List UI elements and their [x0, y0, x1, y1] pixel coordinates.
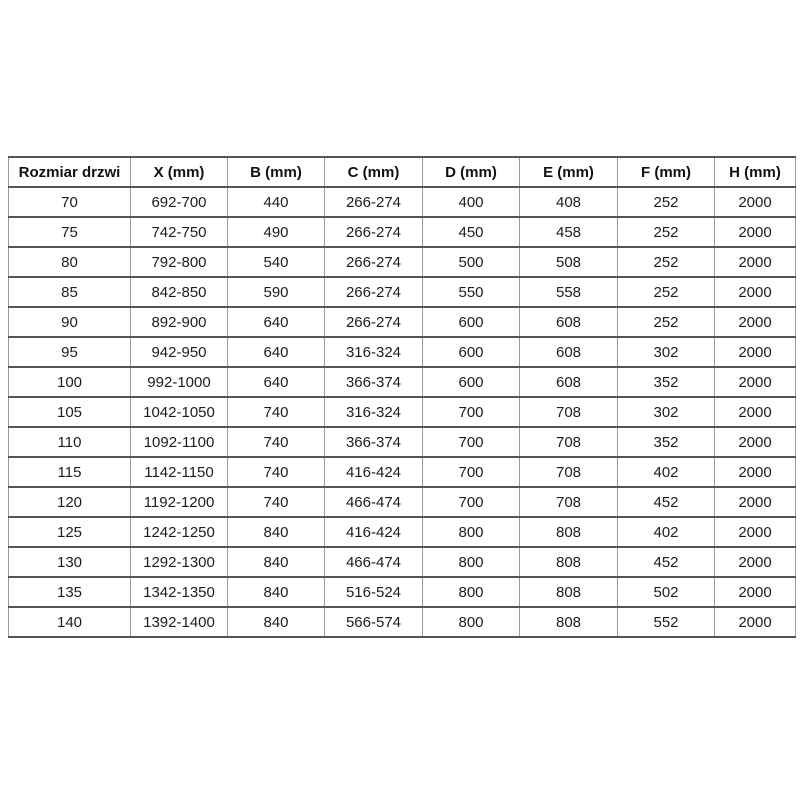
cell: 708: [520, 487, 618, 517]
cell: 1392-1400: [131, 607, 228, 637]
cell: 2000: [715, 427, 796, 457]
cell: 800: [423, 577, 520, 607]
cell: 800: [423, 607, 520, 637]
cell: 2000: [715, 187, 796, 217]
cell: 252: [618, 217, 715, 247]
column-header-6: F (mm): [618, 157, 715, 187]
cell: 85: [9, 277, 131, 307]
cell: 490: [228, 217, 325, 247]
cell: 840: [228, 517, 325, 547]
column-header-7: H (mm): [715, 157, 796, 187]
cell: 266-274: [325, 217, 423, 247]
cell: 600: [423, 307, 520, 337]
cell: 416-424: [325, 457, 423, 487]
cell: 458: [520, 217, 618, 247]
table-row: [9, 487, 796, 517]
cell: 600: [423, 337, 520, 367]
cell: 316-324: [325, 337, 423, 367]
column-header-5: E (mm): [520, 157, 618, 187]
table-row: [9, 307, 796, 337]
cell: 252: [618, 187, 715, 217]
cell: 942-950: [131, 337, 228, 367]
cell: 416-424: [325, 517, 423, 547]
cell: 2000: [715, 307, 796, 337]
cell: 640: [228, 337, 325, 367]
cell: 75: [9, 217, 131, 247]
cell: 550: [423, 277, 520, 307]
door-size-table: [8, 156, 796, 638]
cell: 608: [520, 367, 618, 397]
table-row: [9, 277, 796, 307]
cell: 408: [520, 187, 618, 217]
column-header-2: B (mm): [228, 157, 325, 187]
cell: 302: [618, 397, 715, 427]
cell: 500: [423, 247, 520, 277]
cell: 740: [228, 397, 325, 427]
cell: 502: [618, 577, 715, 607]
cell: 252: [618, 307, 715, 337]
cell: 266-274: [325, 187, 423, 217]
table-row: [9, 457, 796, 487]
cell: 608: [520, 337, 618, 367]
table-row: [9, 247, 796, 277]
cell: 708: [520, 457, 618, 487]
cell: 135: [9, 577, 131, 607]
cell: 1242-1250: [131, 517, 228, 547]
table-row: [9, 367, 796, 397]
cell: 252: [618, 247, 715, 277]
cell: 100: [9, 367, 131, 397]
cell: 800: [423, 517, 520, 547]
table-row: [9, 547, 796, 577]
cell: 808: [520, 547, 618, 577]
cell: 140: [9, 607, 131, 637]
cell: 466-474: [325, 487, 423, 517]
cell: 2000: [715, 337, 796, 367]
cell: 266-274: [325, 247, 423, 277]
cell: 558: [520, 277, 618, 307]
cell: 600: [423, 367, 520, 397]
cell: 2000: [715, 217, 796, 247]
cell: 700: [423, 397, 520, 427]
cell: 640: [228, 367, 325, 397]
cell: 466-474: [325, 547, 423, 577]
cell: 125: [9, 517, 131, 547]
table-row: [9, 397, 796, 427]
table-row: [9, 577, 796, 607]
cell: 692-700: [131, 187, 228, 217]
cell: 708: [520, 397, 618, 427]
cell: 1092-1100: [131, 427, 228, 457]
cell: 90: [9, 307, 131, 337]
cell: 808: [520, 577, 618, 607]
cell: 700: [423, 457, 520, 487]
column-header-4: D (mm): [423, 157, 520, 187]
table-row: [9, 217, 796, 247]
cell: 840: [228, 607, 325, 637]
cell: 2000: [715, 457, 796, 487]
table-body: [9, 187, 796, 637]
column-header-0: Rozmiar drzwi: [9, 157, 131, 187]
cell: 120: [9, 487, 131, 517]
column-header-1: X (mm): [131, 157, 228, 187]
cell: 2000: [715, 277, 796, 307]
cell: 800: [423, 547, 520, 577]
cell: 1292-1300: [131, 547, 228, 577]
table-row: [9, 607, 796, 637]
cell: 316-324: [325, 397, 423, 427]
cell: 842-850: [131, 277, 228, 307]
cell: 700: [423, 487, 520, 517]
table-row: [9, 517, 796, 547]
table-row: [9, 187, 796, 217]
cell: 1342-1350: [131, 577, 228, 607]
cell: 840: [228, 577, 325, 607]
cell: 2000: [715, 547, 796, 577]
cell: 366-374: [325, 427, 423, 457]
cell: 2000: [715, 607, 796, 637]
cell: 266-274: [325, 307, 423, 337]
cell: 130: [9, 547, 131, 577]
cell: 450: [423, 217, 520, 247]
cell: 115: [9, 457, 131, 487]
cell: 608: [520, 307, 618, 337]
cell: 2000: [715, 247, 796, 277]
table-row: [9, 427, 796, 457]
cell: 590: [228, 277, 325, 307]
cell: 2000: [715, 397, 796, 427]
cell: 1192-1200: [131, 487, 228, 517]
cell: 740: [228, 427, 325, 457]
door-size-table-container: [8, 156, 796, 638]
cell: 552: [618, 607, 715, 637]
cell: 302: [618, 337, 715, 367]
cell: 640: [228, 307, 325, 337]
cell: 366-374: [325, 367, 423, 397]
cell: 840: [228, 547, 325, 577]
cell: 352: [618, 367, 715, 397]
cell: 452: [618, 487, 715, 517]
column-header-3: C (mm): [325, 157, 423, 187]
cell: 516-524: [325, 577, 423, 607]
cell: 1042-1050: [131, 397, 228, 427]
cell: 708: [520, 427, 618, 457]
cell: 70: [9, 187, 131, 217]
cell: 2000: [715, 487, 796, 517]
cell: 252: [618, 277, 715, 307]
table-row: [9, 337, 796, 367]
cell: 402: [618, 457, 715, 487]
cell: 400: [423, 187, 520, 217]
cell: 440: [228, 187, 325, 217]
cell: 110: [9, 427, 131, 457]
cell: 80: [9, 247, 131, 277]
cell: 105: [9, 397, 131, 427]
cell: 402: [618, 517, 715, 547]
cell: 1142-1150: [131, 457, 228, 487]
cell: 892-900: [131, 307, 228, 337]
cell: 740: [228, 457, 325, 487]
cell: 566-574: [325, 607, 423, 637]
cell: 508: [520, 247, 618, 277]
header-row: [9, 157, 796, 187]
cell: 992-1000: [131, 367, 228, 397]
cell: 792-800: [131, 247, 228, 277]
cell: 2000: [715, 517, 796, 547]
cell: 808: [520, 517, 618, 547]
cell: 700: [423, 427, 520, 457]
cell: 352: [618, 427, 715, 457]
cell: 540: [228, 247, 325, 277]
cell: 266-274: [325, 277, 423, 307]
cell: 808: [520, 607, 618, 637]
cell: 95: [9, 337, 131, 367]
table-header: [9, 157, 796, 187]
cell: 2000: [715, 367, 796, 397]
cell: 740: [228, 487, 325, 517]
cell: 452: [618, 547, 715, 577]
cell: 742-750: [131, 217, 228, 247]
cell: 2000: [715, 577, 796, 607]
